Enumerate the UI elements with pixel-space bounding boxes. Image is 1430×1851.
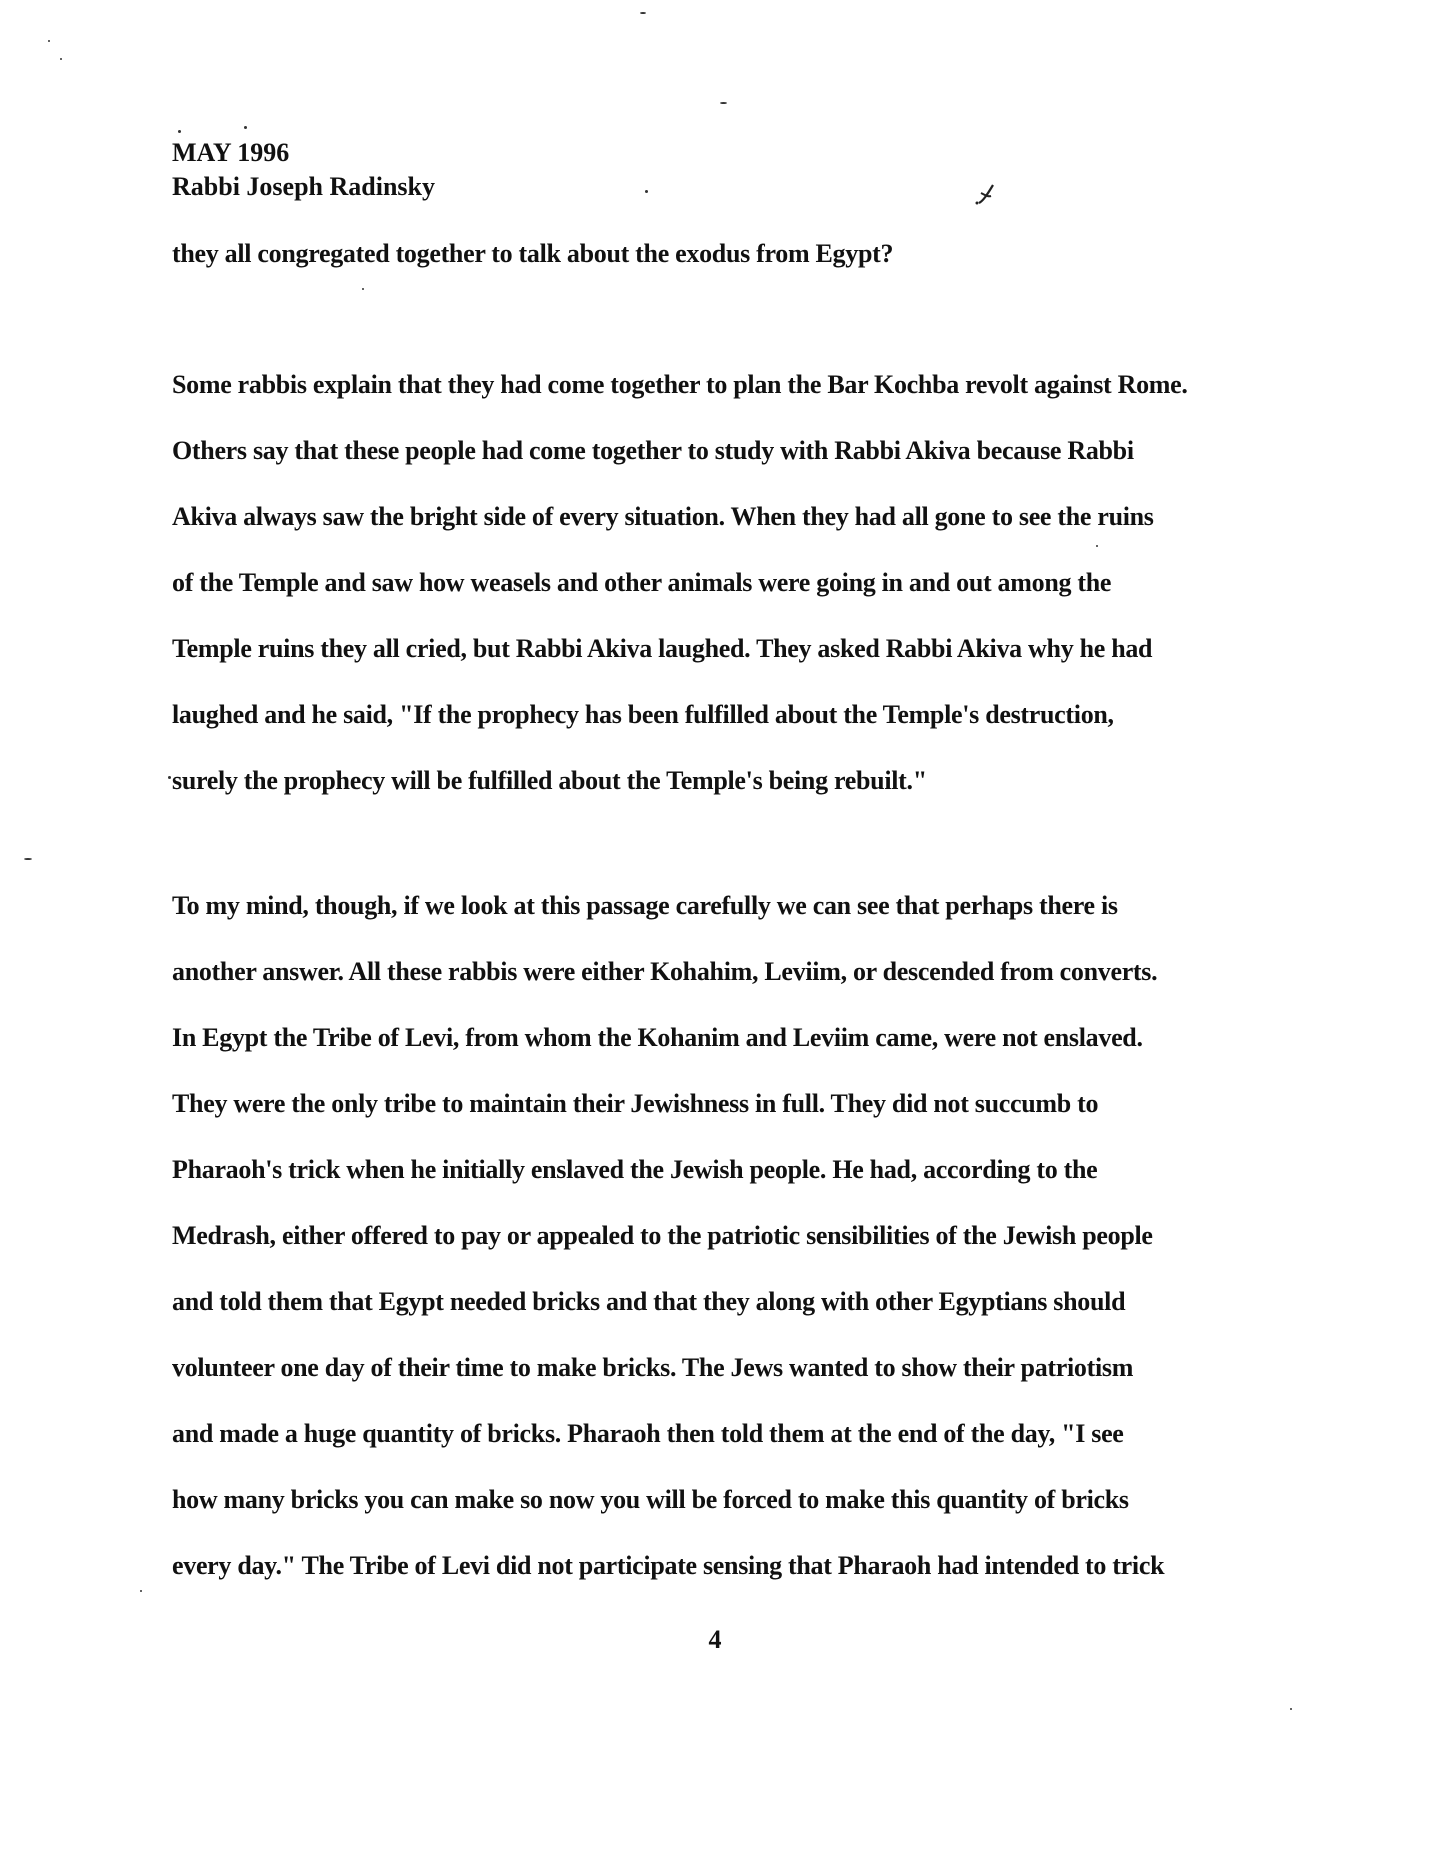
- scan-speck: [1290, 1708, 1292, 1710]
- text-line: Medrash, either offered to pay or appealed to the patriotic sensibilities of the Jewish people: [172, 1221, 1153, 1250]
- text-line: another answer. All these rabbis were either Kohahim, Leviim, or descended from converts.: [172, 957, 1158, 986]
- scan-speck: [140, 1590, 142, 1592]
- header-author: Rabbi Joseph Radinsky: [172, 172, 435, 201]
- text-line: Akiva always saw the bright side of every situation. When they had all gone to see the ruins: [172, 502, 1154, 531]
- text-line: They were the only tribe to maintain their Jewishness in full. They did not succumb to: [172, 1089, 1099, 1118]
- text-line: Others say that these people had come together to study with Rabbi Akiva because Rabbi: [172, 436, 1134, 465]
- text-line: of the Temple and saw how weasels and other animals were going in and out among the: [172, 568, 1112, 597]
- paragraph-3: [172, 873, 1312, 1599]
- scan-speck: [645, 190, 648, 193]
- handwritten-mark-icon: [975, 183, 997, 207]
- scan-speck: [178, 130, 181, 133]
- text-line: and made a huge quantity of bricks. Pharaoh then told them at the end of the day, "I see: [172, 1419, 1124, 1448]
- paragraph-1: [172, 221, 1312, 287]
- document-header: [172, 136, 435, 204]
- text-line: surely the prophecy will be fulfilled about the Temple's being rebuilt.": [172, 766, 927, 795]
- text-line: and told them that Egypt needed bricks and that they along with other Egyptians should: [172, 1287, 1126, 1316]
- scan-speck: [48, 40, 50, 42]
- text-line: To my mind, though, if we look at this passage carefully we can see that perhaps there is: [172, 891, 1118, 920]
- scan-speck: [60, 58, 62, 60]
- text-line: laughed and he said, "If the prophecy has been fulfilled about the Temple's destruction,: [172, 700, 1114, 729]
- scan-speck: [168, 776, 171, 779]
- text-line: every day." The Tribe of Levi did not participate sensing that Pharaoh had intended to trick: [172, 1551, 1165, 1580]
- scan-speck: [640, 12, 646, 14]
- header-date: MAY 1996: [172, 138, 290, 167]
- scan-speck: [24, 858, 32, 860]
- scan-speck: [720, 102, 727, 104]
- scan-speck: [362, 288, 364, 290]
- text-line: In Egypt the Tribe of Levi, from whom the Kohanim and Leviim came, were not enslaved.: [172, 1023, 1143, 1052]
- text-line: how many bricks you can make so now you will be forced to make this quantity of bricks: [172, 1485, 1129, 1514]
- text-line: Pharaoh's trick when he initially enslaved the Jewish people. He had, according to the: [172, 1155, 1098, 1184]
- text-line: Temple ruins they all cried, but Rabbi Akiva laughed. They asked Rabbi Akiva why he had: [172, 634, 1153, 663]
- paragraph-2: [172, 352, 1312, 814]
- text-line: they all congregated together to talk about the exodus from Egypt?: [172, 239, 894, 268]
- page-number: 4: [708, 1625, 722, 1654]
- text-line: Some rabbis explain that they had come together to plan the Bar Kochba revolt against Rome.: [172, 370, 1188, 399]
- scan-speck: [1096, 545, 1098, 547]
- text-line: volunteer one day of their time to make bricks. The Jews wanted to show their patriotism: [172, 1353, 1134, 1382]
- scan-speck: [244, 126, 247, 129]
